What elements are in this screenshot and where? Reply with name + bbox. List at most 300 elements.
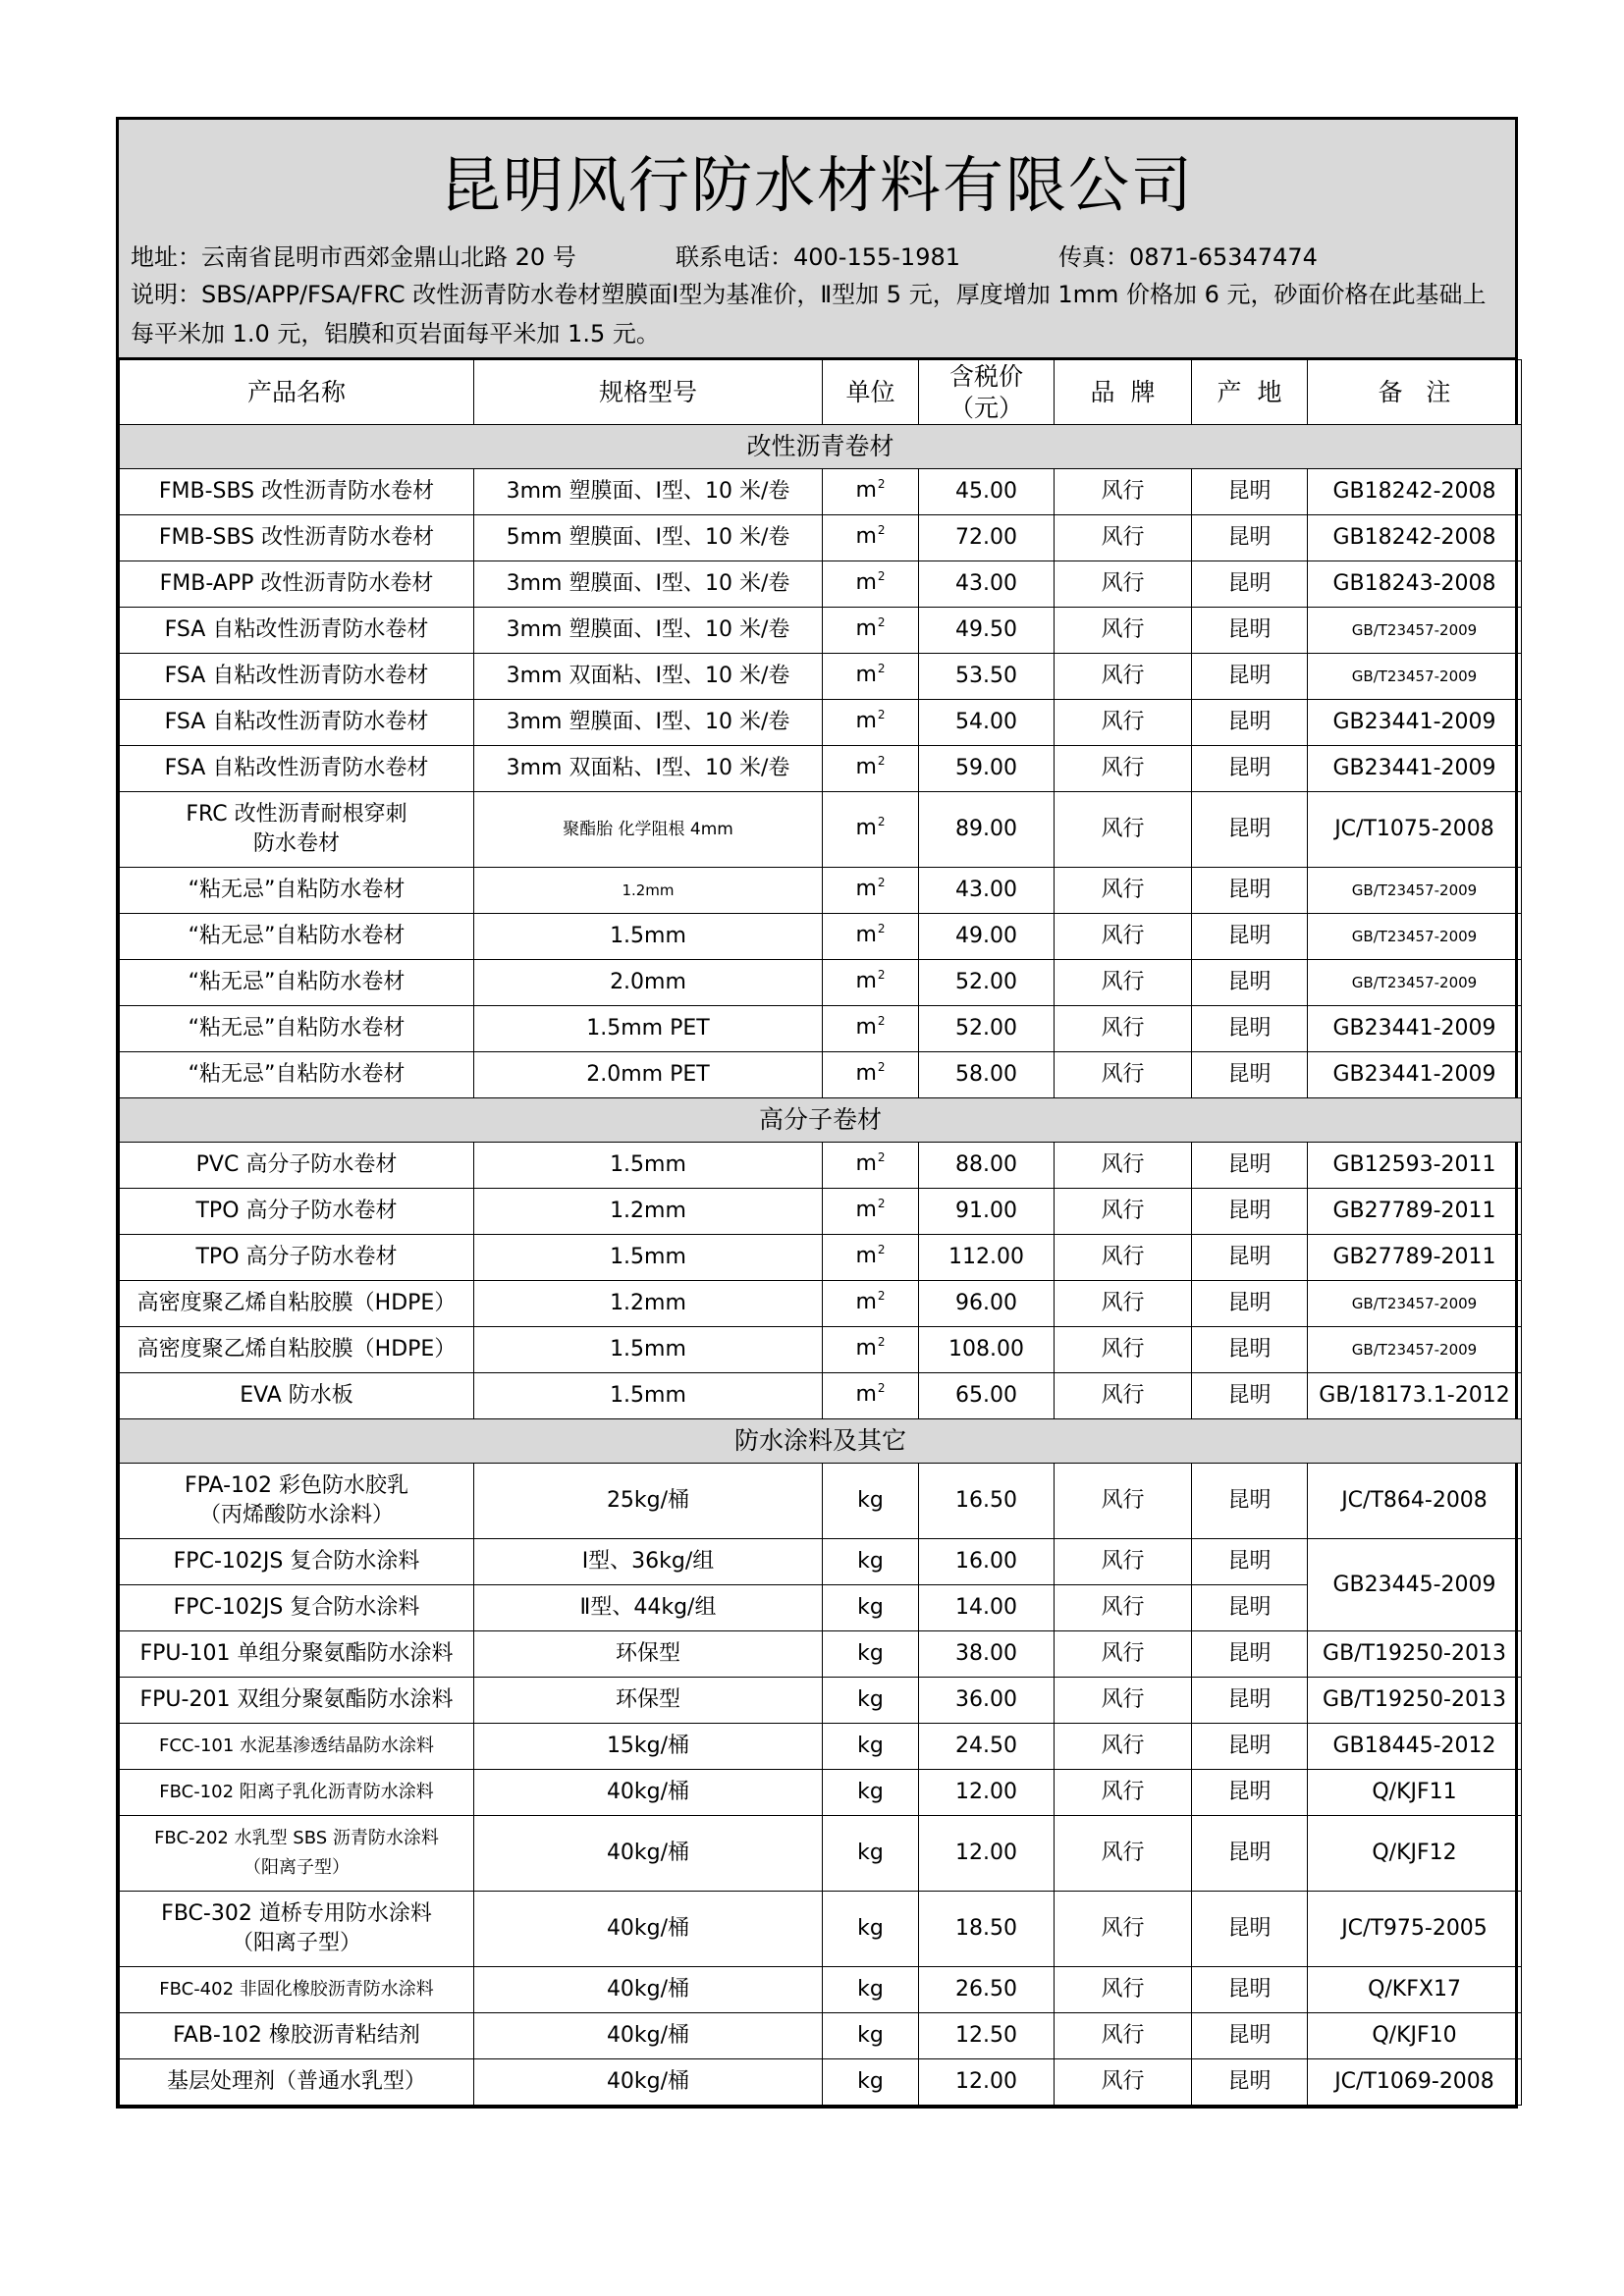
brand-cell: 风行 (1055, 1373, 1192, 1419)
unit-text: kg (857, 1916, 884, 1941)
column-header-row (120, 360, 1522, 425)
table-row (120, 1281, 1522, 1327)
product-name: FPA-102 彩色防水胶乳 (184, 1473, 408, 1498)
product-name-cell (120, 792, 474, 868)
contact-line (119, 236, 1515, 275)
unit-text: m (855, 1244, 877, 1268)
unit-superscript: 2 (877, 523, 886, 537)
table-row (120, 868, 1522, 914)
product-name: “粘无忌”自粘防水卷材 (188, 878, 406, 902)
brand-cell: 风行 (1055, 1006, 1192, 1052)
price-cell: 59.00 (919, 746, 1055, 792)
brand-cell: 风行 (1055, 700, 1192, 746)
remark-cell: GB/T23457-2009 (1308, 868, 1522, 914)
origin-cell: 昆明 (1192, 792, 1308, 868)
price-cell: 12.50 (919, 2013, 1055, 2059)
price-cell: 24.50 (919, 1724, 1055, 1770)
unit-superscript: 2 (877, 876, 886, 889)
product-name-cell (120, 2059, 474, 2106)
origin-cell: 昆明 (1192, 2013, 1308, 2059)
brand-cell: 风行 (1055, 608, 1192, 654)
product-name: FPC-102JS 复合防水涂料 (173, 1549, 420, 1574)
unit-text: kg (857, 2023, 884, 2048)
price-cell: 38.00 (919, 1631, 1055, 1678)
remark-cell: GB/18173.1-2012 (1308, 1373, 1522, 1419)
origin-cell: 昆明 (1192, 1770, 1308, 1816)
product-name: 基层处理剂（普通水乳型） (166, 2069, 426, 2094)
brand-cell: 风行 (1055, 1585, 1192, 1631)
product-name-cell (120, 1631, 474, 1678)
product-name-cell (120, 1281, 474, 1327)
remark-cell: JC/T1075-2008 (1308, 792, 1522, 868)
origin-cell: 昆明 (1192, 1585, 1308, 1631)
brand-cell: 风行 (1055, 792, 1192, 868)
unit-superscript: 2 (877, 708, 886, 721)
brand-cell: 风行 (1055, 1539, 1192, 1585)
column-header-brand: 品 牌 (1055, 360, 1192, 425)
remark-cell: GB27789-2011 (1308, 1189, 1522, 1235)
unit-cell (823, 469, 919, 515)
unit-cell (823, 1585, 919, 1631)
unit-text: m (855, 969, 877, 993)
spec-cell: Ⅱ型、44kg/组 (474, 1585, 823, 1631)
origin-cell: 昆明 (1192, 1006, 1308, 1052)
brand-cell: 风行 (1055, 1464, 1192, 1539)
brand-cell: 风行 (1055, 1967, 1192, 2013)
unit-text: kg (857, 1780, 884, 1804)
price-cell: 96.00 (919, 1281, 1055, 1327)
brand-cell: 风行 (1055, 868, 1192, 914)
price-cell: 91.00 (919, 1189, 1055, 1235)
column-header-spec: 规格型号 (474, 360, 823, 425)
spec-cell: 40kg/桶 (474, 1770, 823, 1816)
product-name: FRC 改性沥青耐根穿刺 (186, 802, 407, 827)
unit-cell (823, 792, 919, 868)
product-name-cell (120, 1724, 474, 1770)
unit-cell (823, 1143, 919, 1189)
origin-cell: 昆明 (1192, 1631, 1308, 1678)
product-name-cell (120, 1585, 474, 1631)
price-list-sheet (116, 117, 1518, 2109)
remark-cell: GB/T23457-2009 (1308, 654, 1522, 700)
table-row (120, 1724, 1522, 1770)
origin-cell: 昆明 (1192, 700, 1308, 746)
price-cell: 43.00 (919, 561, 1055, 608)
product-name: PVC 高分子防水卷材 (195, 1152, 398, 1177)
price-cell: 65.00 (919, 1373, 1055, 1419)
table-row (120, 960, 1522, 1006)
brand-cell: 风行 (1055, 1724, 1192, 1770)
product-name: FBC-402 非固化橡胶沥青防水涂料 (159, 1979, 434, 2000)
section-header-row (120, 425, 1522, 469)
origin-cell: 昆明 (1192, 654, 1308, 700)
unit-superscript: 2 (877, 477, 886, 491)
spec-cell: 2.0mm PET (474, 1052, 823, 1098)
price-cell: 72.00 (919, 515, 1055, 561)
product-name-cell (120, 1678, 474, 1724)
origin-cell: 昆明 (1192, 2059, 1308, 2106)
unit-cell (823, 1770, 919, 1816)
spec-cell: 1.2mm (474, 1189, 823, 1235)
unit-text: kg (857, 1734, 884, 1758)
origin-cell: 昆明 (1192, 1967, 1308, 2013)
product-name: FSA 自粘改性沥青防水卷材 (164, 710, 429, 734)
product-name-cell (120, 1235, 474, 1281)
product-name: “粘无忌”自粘防水卷材 (188, 1062, 406, 1087)
document-header (119, 120, 1515, 359)
product-name: “粘无忌”自粘防水卷材 (188, 924, 406, 948)
price-cell: 108.00 (919, 1327, 1055, 1373)
price-cell: 12.00 (919, 2059, 1055, 2106)
price-cell: 52.00 (919, 1006, 1055, 1052)
spec-cell: 聚酯胎 化学阻根 4mm (474, 792, 823, 868)
unit-text: kg (857, 1641, 884, 1666)
product-name-cell (120, 608, 474, 654)
spec-cell: 40kg/桶 (474, 1892, 823, 1967)
price-cell: 16.00 (919, 1539, 1055, 1585)
price-cell: 45.00 (919, 469, 1055, 515)
table-row (120, 608, 1522, 654)
unit-cell (823, 654, 919, 700)
unit-text: m (855, 1336, 877, 1361)
origin-cell: 昆明 (1192, 1052, 1308, 1098)
price-table (119, 359, 1522, 2106)
product-name-cell (120, 1052, 474, 1098)
product-name: FPU-201 双组分聚氨酯防水涂料 (139, 1687, 454, 1712)
origin-cell: 昆明 (1192, 1327, 1308, 1373)
price-cell: 112.00 (919, 1235, 1055, 1281)
remark-cell: GB18243-2008 (1308, 561, 1522, 608)
brand-cell: 风行 (1055, 2059, 1192, 2106)
brand-cell: 风行 (1055, 1892, 1192, 1967)
unit-text: m (855, 877, 877, 901)
remark-cell: GB23441-2009 (1308, 700, 1522, 746)
product-name-cell (120, 515, 474, 561)
table-row (120, 1816, 1522, 1892)
brand-cell: 风行 (1055, 1770, 1192, 1816)
product-name: EVA 防水板 (240, 1383, 353, 1408)
spec-cell: 1.2mm (474, 868, 823, 914)
table-row (120, 1770, 1522, 1816)
unit-cell (823, 2059, 919, 2106)
brand-cell: 风行 (1055, 1631, 1192, 1678)
product-name: FMB-SBS 改性沥青防水卷材 (158, 525, 435, 550)
unit-text: m (855, 1198, 877, 1222)
brand-cell: 风行 (1055, 1327, 1192, 1373)
brand-cell: 风行 (1055, 561, 1192, 608)
origin-cell: 昆明 (1192, 868, 1308, 914)
product-name-cell (120, 700, 474, 746)
origin-cell: 昆明 (1192, 469, 1308, 515)
unit-text: m (855, 570, 877, 595)
spec-cell: 40kg/桶 (474, 1816, 823, 1892)
spec-cell: 1.5mm (474, 914, 823, 960)
origin-cell: 昆明 (1192, 746, 1308, 792)
price-cell: 54.00 (919, 700, 1055, 746)
table-row (120, 1373, 1522, 1419)
unit-text: m (855, 524, 877, 549)
product-name-cell (120, 1189, 474, 1235)
product-name-cell (120, 1967, 474, 2013)
unit-superscript: 2 (877, 1014, 886, 1028)
product-name: FSA 自粘改性沥青防水卷材 (164, 617, 429, 642)
unit-cell (823, 1281, 919, 1327)
unit-superscript: 2 (877, 968, 886, 982)
brand-cell: 风行 (1055, 1678, 1192, 1724)
brand-cell: 风行 (1055, 1816, 1192, 1892)
price-cell: 49.00 (919, 914, 1055, 960)
price-cell: 18.50 (919, 1892, 1055, 1967)
unit-text: m (855, 1290, 877, 1314)
origin-cell: 昆明 (1192, 1816, 1308, 1892)
product-name: FPC-102JS 复合防水涂料 (173, 1595, 420, 1620)
table-row (120, 1892, 1522, 1967)
price-cell: 58.00 (919, 1052, 1055, 1098)
unit-cell (823, 515, 919, 561)
remark-cell: GB18242-2008 (1308, 515, 1522, 561)
product-name-cell (120, 1373, 474, 1419)
unit-superscript: 2 (877, 1243, 886, 1256)
product-name-cell (120, 1539, 474, 1585)
origin-cell: 昆明 (1192, 1539, 1308, 1585)
brand-cell: 风行 (1055, 746, 1192, 792)
unit-cell (823, 1373, 919, 1419)
brand-cell: 风行 (1055, 515, 1192, 561)
address-text: 地址：云南省昆明市西郊金鼎山北路 20 号 (131, 243, 576, 271)
unit-text: kg (857, 1488, 884, 1513)
remark-cell: GB/T23457-2009 (1308, 960, 1522, 1006)
origin-cell: 昆明 (1192, 1373, 1308, 1419)
product-name-cell (120, 1464, 474, 1539)
table-row (120, 1052, 1522, 1098)
unit-text: m (855, 1015, 877, 1040)
product-name: FSA 自粘改性沥青防水卷材 (164, 664, 429, 688)
unit-cell (823, 1539, 919, 1585)
spec-cell: 3mm 塑膜面、Ⅰ型、10 米/卷 (474, 700, 823, 746)
company-title: 昆明风行防水材料有限公司 (439, 149, 1194, 221)
table-row (120, 515, 1522, 561)
unit-cell (823, 1892, 919, 1967)
unit-cell (823, 1327, 919, 1373)
origin-cell: 昆明 (1192, 914, 1308, 960)
origin-cell: 昆明 (1192, 1678, 1308, 1724)
brand-cell: 风行 (1055, 960, 1192, 1006)
table-row (120, 1678, 1522, 1724)
unit-superscript: 2 (877, 1197, 886, 1210)
unit-text: kg (857, 1977, 884, 2002)
origin-cell: 昆明 (1192, 1189, 1308, 1235)
table-row (120, 1464, 1522, 1539)
table-row (120, 469, 1522, 515)
spec-cell: 环保型 (474, 1678, 823, 1724)
table-row (120, 1235, 1522, 1281)
origin-cell: 昆明 (1192, 1464, 1308, 1539)
unit-text: m (855, 616, 877, 641)
unit-cell (823, 1967, 919, 2013)
remark-cell: GB/T23457-2009 (1308, 1327, 1522, 1373)
spec-cell: 3mm 塑膜面、Ⅰ型、10 米/卷 (474, 561, 823, 608)
origin-cell: 昆明 (1192, 1281, 1308, 1327)
unit-cell (823, 1816, 919, 1892)
spec-cell: 1.5mm (474, 1235, 823, 1281)
column-header-origin: 产 地 (1192, 360, 1308, 425)
unit-cell (823, 960, 919, 1006)
unit-text: kg (857, 1595, 884, 1620)
unit-cell (823, 868, 919, 914)
price-cell: 43.00 (919, 868, 1055, 914)
phone-text: 联系电话：400-155-1981 (676, 243, 961, 271)
product-name-cell (120, 561, 474, 608)
unit-superscript: 2 (877, 1289, 886, 1303)
product-name: FSA 自粘改性沥青防水卷材 (164, 756, 429, 780)
remark-cell: GB18242-2008 (1308, 469, 1522, 515)
remark-cell: GB18445-2012 (1308, 1724, 1522, 1770)
spec-cell: 3mm 塑膜面、Ⅰ型、10 米/卷 (474, 608, 823, 654)
spec-cell: 1.5mm PET (474, 1006, 823, 1052)
origin-cell: 昆明 (1192, 515, 1308, 561)
unit-cell (823, 1189, 919, 1235)
origin-cell: 昆明 (1192, 1892, 1308, 1967)
unit-text: m (855, 709, 877, 733)
brand-cell: 风行 (1055, 469, 1192, 515)
unit-text: m (855, 1151, 877, 1176)
remark-cell: GB12593-2011 (1308, 1143, 1522, 1189)
section-header-row (120, 1419, 1522, 1464)
pricing-note: 说明：SBS/APP/FSA/FRC 改性沥青防水卷材塑膜面Ⅰ型为基准价，Ⅱ型加 5 元，厚度增加 1mm 价格加 6 元，砂面价格在此基础上每平米加 1.0 元，铝膜和页岩面每平米加 1.5 元。 (131, 281, 1487, 347)
product-name: FBC-102 阳离子乳化沥青防水涂料 (159, 1782, 434, 1802)
unit-superscript: 2 (877, 1060, 886, 1074)
unit-cell (823, 1006, 919, 1052)
unit-cell (823, 1464, 919, 1539)
spec-cell: 2.0mm (474, 960, 823, 1006)
unit-text: kg (857, 1841, 884, 1865)
table-row (120, 561, 1522, 608)
price-cell: 12.00 (919, 1770, 1055, 1816)
product-name-line2: （阳离子型） (244, 1857, 350, 1878)
spec-cell: 25kg/桶 (474, 1464, 823, 1539)
spec-cell: 40kg/桶 (474, 1967, 823, 2013)
product-name-cell (120, 1892, 474, 1967)
spec-cell: 1.5mm (474, 1143, 823, 1189)
table-row (120, 1327, 1522, 1373)
product-name-cell (120, 746, 474, 792)
unit-superscript: 2 (877, 615, 886, 629)
table-row (120, 1539, 1522, 1585)
unit-superscript: 2 (877, 754, 886, 768)
product-name: FBC-302 道桥专用防水涂料 (161, 1901, 432, 1926)
unit-superscript: 2 (877, 815, 886, 828)
product-name: “粘无忌”自粘防水卷材 (188, 970, 406, 994)
product-name-line2: （阳离子型） (231, 1931, 361, 1955)
unit-cell (823, 1724, 919, 1770)
table-row (120, 2059, 1522, 2106)
spec-cell: 40kg/桶 (474, 2059, 823, 2106)
origin-cell: 昆明 (1192, 1724, 1308, 1770)
price-cell: 49.50 (919, 608, 1055, 654)
unit-text: m (855, 923, 877, 947)
product-name: FPU-101 单组分聚氨酯防水涂料 (139, 1641, 454, 1666)
remark-cell: GB23441-2009 (1308, 746, 1522, 792)
remark-cell: GB23441-2009 (1308, 1006, 1522, 1052)
unit-text: m (855, 816, 877, 840)
price-cell: 12.00 (919, 1816, 1055, 1892)
brand-cell: 风行 (1055, 654, 1192, 700)
product-name-cell (120, 1816, 474, 1892)
spec-cell: 3mm 双面粘、Ⅰ型、10 米/卷 (474, 746, 823, 792)
product-name: “粘无忌”自粘防水卷材 (188, 1016, 406, 1041)
unit-superscript: 2 (877, 662, 886, 675)
product-name: FMB-SBS 改性沥青防水卷材 (158, 479, 435, 504)
spec-cell: 1.5mm (474, 1327, 823, 1373)
table-row (120, 654, 1522, 700)
price-cell: 88.00 (919, 1143, 1055, 1189)
unit-cell (823, 746, 919, 792)
unit-text: kg (857, 2069, 884, 2094)
section-title: 高分子卷材 (120, 1098, 1522, 1143)
column-header-price: 含税价（元） (919, 360, 1055, 425)
section-header-row (120, 1098, 1522, 1143)
remark-cell: GB23441-2009 (1308, 1052, 1522, 1098)
column-header-name: 产品名称 (120, 360, 474, 425)
product-name-cell (120, 914, 474, 960)
product-name: FAB-102 橡胶沥青粘结剂 (173, 2023, 420, 2048)
column-header-unit: 单位 (823, 360, 919, 425)
fax-text: 传真：0871-65347474 (1058, 243, 1318, 271)
spec-cell: Ⅰ型、36kg/组 (474, 1539, 823, 1585)
brand-cell: 风行 (1055, 1235, 1192, 1281)
remark-cell: JC/T1069-2008 (1308, 2059, 1522, 2106)
unit-text: m (855, 1382, 877, 1407)
table-row (120, 700, 1522, 746)
table-row (120, 2013, 1522, 2059)
product-name-cell (120, 960, 474, 1006)
remark-cell: Q/KFX17 (1308, 1967, 1522, 2013)
table-row (120, 914, 1522, 960)
unit-superscript: 2 (877, 922, 886, 935)
price-cell: 26.50 (919, 1967, 1055, 2013)
brand-cell: 风行 (1055, 1143, 1192, 1189)
table-row (120, 1006, 1522, 1052)
price-cell: 89.00 (919, 792, 1055, 868)
remark-cell: GB/T23457-2009 (1308, 608, 1522, 654)
table-row (120, 1631, 1522, 1678)
spec-cell: 5mm 塑膜面、Ⅰ型、10 米/卷 (474, 515, 823, 561)
spec-cell: 环保型 (474, 1631, 823, 1678)
unit-text: kg (857, 1549, 884, 1574)
remark-cell: Q/KJF12 (1308, 1816, 1522, 1892)
remark-cell: GB23445-2009 (1308, 1539, 1522, 1631)
product-name: TPO 高分子防水卷材 (195, 1245, 398, 1269)
product-name-cell (120, 1770, 474, 1816)
origin-cell: 昆明 (1192, 561, 1308, 608)
product-name: FBC-202 水乳型 SBS 沥青防水涂料 (154, 1828, 439, 1848)
brand-cell: 风行 (1055, 1052, 1192, 1098)
product-name-cell (120, 1006, 474, 1052)
unit-text: m (855, 663, 877, 687)
remark-cell: GB/T23457-2009 (1308, 914, 1522, 960)
origin-cell: 昆明 (1192, 608, 1308, 654)
table-row (120, 792, 1522, 868)
unit-cell (823, 1052, 919, 1098)
unit-cell (823, 2013, 919, 2059)
section-title: 防水涂料及其它 (120, 1419, 1522, 1464)
unit-text: m (855, 1061, 877, 1086)
table-row (120, 1189, 1522, 1235)
unit-cell (823, 914, 919, 960)
product-name-line2: （丙烯酸防水涂料） (198, 1503, 394, 1527)
product-name: 高密度聚乙烯自粘胶膜（HDPE） (136, 1337, 457, 1362)
product-name-cell (120, 654, 474, 700)
